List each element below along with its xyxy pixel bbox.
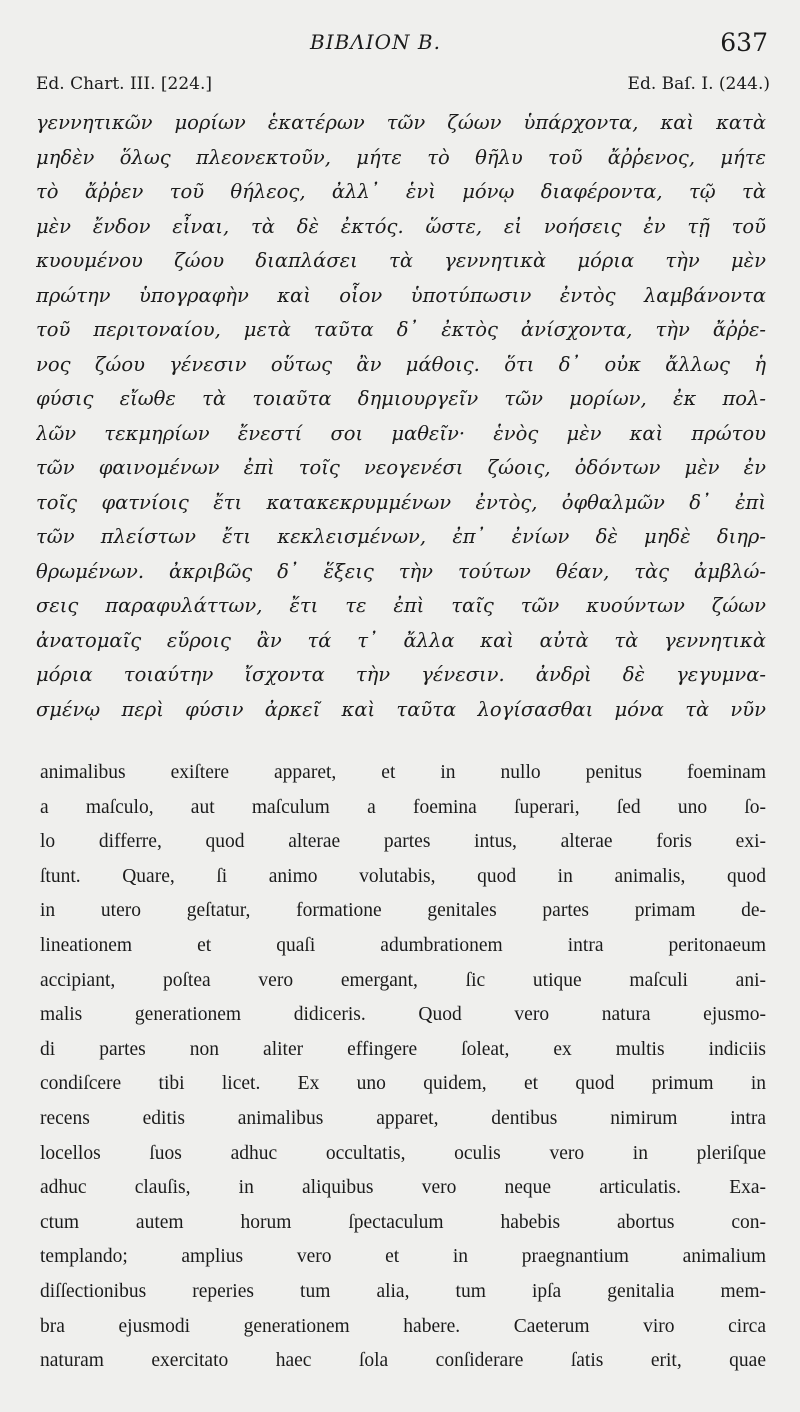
page-number: 637	[720, 28, 768, 57]
latin-line: lineationem et quaſi adumbrationem intra peritonaeum	[40, 934, 766, 956]
edition-basel-reference: Ed. Baſ. I. (244.)	[627, 74, 770, 94]
latin-line: accipiant, poſtea vero emergant, ſic utique maſculi ani-	[40, 969, 766, 991]
greek-line: τῶν πλείστων ἔτι κεκλεισμένων, ἐπ᾽ ἐνίων δὲ μηδὲ διηρ-	[36, 525, 766, 548]
greek-line: τοῦ περιτοναίου, μετὰ ταῦτα δ᾽ ἐκτὸς ἀνίσχοντα, τὴν ἄῤῥε-	[36, 318, 766, 341]
latin-line: di partes non aliter effingere ſoleat, ex multis indiciis	[40, 1038, 766, 1060]
latin-line: locellos ſuos adhuc occultatis, oculis vero in pleriſque	[40, 1142, 766, 1164]
latin-line: in utero geſtatur, formatione genitales partes primam de-	[40, 900, 766, 922]
edition-chart-reference: Ed. Chart. III. [224.]	[36, 74, 213, 94]
greek-line: κυουμένου ζώου διαπλάσει τὰ γεννητικὰ μόρια τὴν μὲν	[36, 249, 766, 272]
latin-line: naturam exercitato haec ſola conſiderare ſatis erit, quae	[40, 1350, 766, 1372]
latin-line: a maſculo, aut maſculum a foemina ſuperari, ſed uno ſo-	[40, 796, 766, 818]
greek-line: φύσις εἴωθε τὰ τοιαῦτα δημιουργεῖν τῶν μορίων, ἐκ πολ-	[36, 387, 766, 410]
greek-line: σεις παραφυλάττων, ἔτι τε ἐπὶ ταῖς τῶν κυούντων ζώων	[36, 594, 766, 617]
greek-line: πρώτην ὑπογραφὴν καὶ οἷον ὑποτύπωσιν ἐντὸς λαμβάνοντα	[36, 283, 766, 307]
greek-line: τῶν φαινομένων ἐπὶ τοῖς νεογενέσι ζώοις, ὀδόντων μὲν ἐν	[36, 456, 766, 479]
latin-line: templando; amplius vero et in praegnantium animalium	[40, 1246, 766, 1268]
greek-text-block	[36, 106, 766, 727]
latin-line: condiſcere tibi licet. Ex uno quidem, et quod primum in	[40, 1073, 766, 1095]
greek-line: μόρια τοιαύτην ἴσχοντα τὴν γένεσιν. ἀνδρὶ δὲ γεγυμνα-	[36, 663, 766, 686]
latin-line: diſſectionibus reperies tum alia, tum ipſa genitalia mem-	[40, 1280, 766, 1302]
greek-line: νος ζώου γένεσιν οὕτως ἂν μάθοις. ὅτι δ᾽ οὐκ ἄλλως ἡ	[36, 352, 766, 376]
latin-line: bra ejusmodi generationem habere. Caeterum viro circa	[40, 1315, 766, 1337]
latin-line: ctum autem horum ſpectaculum habebis abortus con-	[40, 1211, 766, 1233]
latin-line: ſtunt. Quare, ſi animo volutabis, quod in animalis, quod	[40, 865, 766, 887]
book-title: ΒΙΒΛΙΟΝ Β.	[310, 30, 441, 54]
latin-line: recens editis animalibus apparet, dentibus nimirum intra	[40, 1107, 766, 1129]
greek-line: θρωμένων. ἀκριβῶς δ᾽ ἕξεις τὴν τούτων θέαν, τὰς ἀμβλώ-	[36, 559, 766, 583]
running-head	[0, 26, 800, 66]
greek-line: ἀνατομαῖς εὕροις ἂν τά τ᾽ ἄλλα καὶ αὐτὰ τὰ γεννητικὰ	[36, 628, 766, 652]
greek-line: μηδὲν ὅλως πλεονεκτοῦν, μήτε τὸ θῆλυ τοῦ ἄῤῥενος, μήτε	[36, 145, 766, 169]
latin-line: malis generationem didiceris. Quod vero natura ejusmo-	[40, 1004, 766, 1026]
greek-line: τὸ ἄῤῥεν τοῦ θήλεος, ἀλλ᾽ ἑνὶ μόνῳ διαφέροντα, τῷ τὰ	[36, 180, 766, 203]
greek-line: τοῖς φατνίοις ἔτι κατακεκρυμμένων ἐντὸς, ὀφθαλμῶν δ᾽ ἐπὶ	[36, 490, 766, 514]
greek-line: γεννητικῶν μορίων ἑκατέρων τῶν ζώων ὑπάρχοντα, καὶ κατὰ	[36, 111, 766, 134]
latin-line: adhuc clauſis, in aliquibus vero neque articulatis. Exa-	[40, 1177, 766, 1199]
latin-line: lo differre, quod alterae partes intus, alterae foris exi-	[40, 831, 766, 853]
greek-line: λῶν τεκμηρίων ἔνεστί σοι μαθεῖν· ἑνὸς μὲν καὶ πρώτου	[36, 421, 766, 445]
edition-references	[0, 74, 800, 104]
latin-line: animalibus exiſtere apparet, et in nullo penitus foeminam	[40, 762, 766, 783]
greek-line: σμένῳ περὶ φύσιν ἀρκεῖ καὶ ταῦτα λογίσασθαι μόνα τὰ νῦν	[36, 697, 766, 721]
greek-line: μὲν ἔνδον εἶναι, τὰ δὲ ἐκτός. ὥστε, εἰ νοήσεις ἐν τῇ τοῦ	[36, 214, 766, 238]
latin-text-block	[40, 756, 766, 1379]
